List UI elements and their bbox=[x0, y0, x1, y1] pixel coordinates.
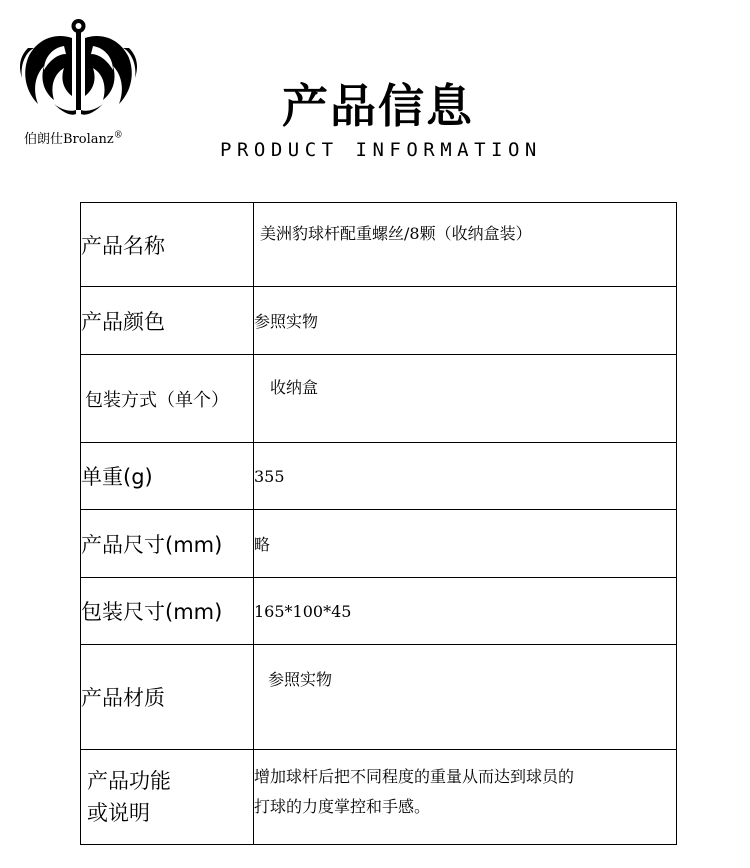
row-label-line: 或说明 bbox=[87, 801, 150, 825]
product-spec-table bbox=[80, 202, 677, 845]
row-label: 产品名称 bbox=[81, 203, 254, 287]
row-label: 包装方式（单个） bbox=[81, 355, 254, 443]
table-row bbox=[81, 203, 677, 287]
row-label: 包装尺寸(mm) bbox=[81, 578, 254, 645]
table-row bbox=[81, 510, 677, 578]
page-subtitle: PRODUCT INFORMATION bbox=[220, 139, 542, 161]
row-value: 美洲豹球杆配重螺丝/8颗（收纳盒装） bbox=[254, 203, 677, 287]
table-row bbox=[81, 443, 677, 510]
table-row bbox=[81, 578, 677, 645]
table-row bbox=[81, 750, 677, 845]
row-value: 参照实物 bbox=[254, 287, 677, 355]
row-label: 单重(g) bbox=[81, 443, 254, 510]
row-value: 略 bbox=[254, 510, 677, 578]
brand-name-text: 伯朗仕Brolanz bbox=[24, 132, 114, 147]
row-value: 参照实物 bbox=[254, 645, 677, 750]
row-value: 收纳盒 bbox=[254, 355, 677, 443]
dragon-emblem-icon bbox=[14, 18, 144, 128]
row-label-line: 产品功能 bbox=[87, 769, 171, 793]
row-label bbox=[81, 750, 254, 845]
row-value bbox=[254, 750, 677, 845]
brand-name bbox=[24, 128, 123, 147]
row-value: 165*100*45 bbox=[254, 578, 677, 645]
table-row bbox=[81, 355, 677, 443]
row-value: 355 bbox=[254, 443, 677, 510]
row-label: 产品材质 bbox=[81, 645, 254, 750]
row-value-line: 打球的力度掌控和手感。 bbox=[254, 797, 431, 816]
table-row bbox=[81, 287, 677, 355]
row-label: 产品尺寸(mm) bbox=[81, 510, 254, 578]
row-value-line: 增加球杆后把不同程度的重量从而达到球员的 bbox=[254, 767, 575, 786]
table-row bbox=[81, 645, 677, 750]
brand-logo bbox=[14, 18, 144, 148]
row-label: 产品颜色 bbox=[81, 287, 254, 355]
registered-mark: ® bbox=[113, 130, 123, 141]
page-title: 产品信息 bbox=[282, 79, 474, 133]
